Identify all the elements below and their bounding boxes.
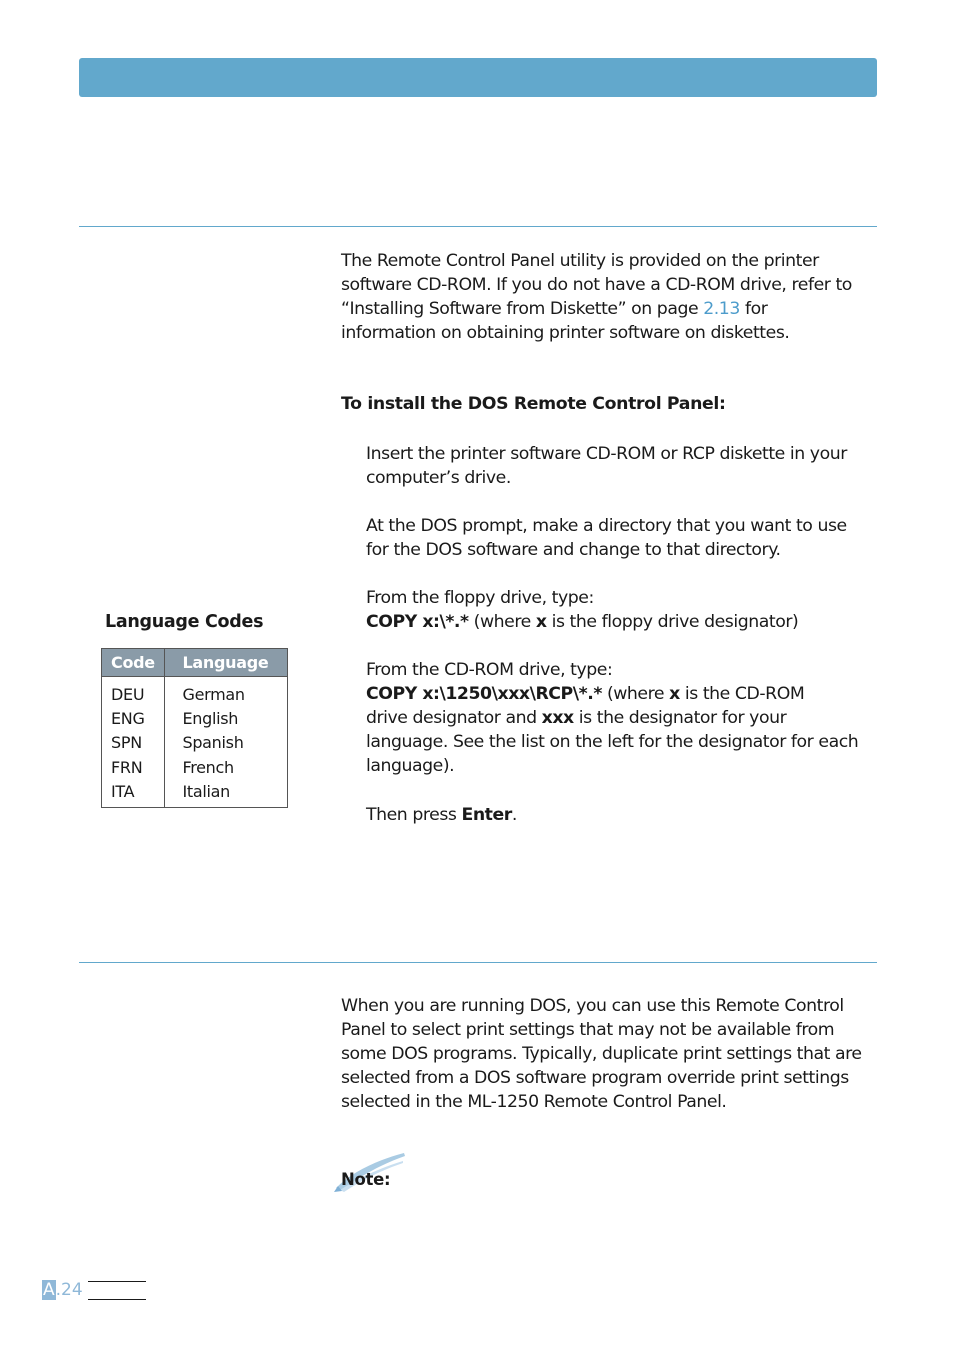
enter-key: Enter — [461, 805, 512, 825]
cdrom-copy-command: COPY x:\1250\xxx\RCP\*.* — [366, 684, 602, 705]
language-cell: Italian — [165, 779, 288, 808]
step-1: Insert the printer software CD-ROM or RCP diskette in your computer’s drive. — [366, 444, 847, 489]
header-banner — [79, 58, 877, 97]
language-cell: Spanish — [165, 731, 288, 755]
intro-line: “Installing Software from Diskette” on page 2.13 for — [341, 299, 768, 320]
code-cell: DEU — [102, 677, 165, 707]
page-number — [42, 1280, 83, 1300]
page-number-value: .24 — [55, 1280, 83, 1300]
install-heading: To install the DOS Remote Control Panel: — [341, 394, 726, 414]
language-codes-table — [101, 648, 288, 808]
table-row — [102, 755, 288, 779]
table-row — [102, 731, 288, 755]
step-4: From the CD-ROM drive, type: COPY x:\1250\xxx\RCP\*.* (where x is the CD-ROM drive designator and xxx is the designator for your language. See the list on the left for the designator for each language). — [366, 660, 859, 777]
note-label: Note: — [341, 1170, 391, 1189]
code-cell: ITA — [111, 781, 135, 801]
table-row — [102, 779, 288, 808]
code-cell: ENG — [111, 708, 145, 728]
code-cell: SPN — [111, 733, 142, 753]
code-cell: FRN — [111, 757, 143, 777]
step-5: Then press Enter. — [366, 805, 517, 825]
section-divider-top — [79, 226, 877, 227]
floppy-copy-command: COPY x:\*.* — [366, 612, 469, 633]
intro-paragraph — [341, 249, 852, 345]
page-number-rule-top — [88, 1281, 146, 1282]
table-row — [102, 677, 288, 707]
section-divider-bottom — [79, 962, 877, 963]
language-cell: French — [165, 755, 288, 779]
page-number-rule-bottom — [88, 1299, 146, 1300]
language-codes-title: Language Codes — [105, 612, 264, 632]
language-cell: English — [165, 706, 288, 730]
dos-usage-paragraph: When you are running DOS, you can use this Remote Control Panel to select print settings that may not be available from some DOS programs. Typically, duplicate print settings that are selected from a DOS software program override print settings selected in the ML-1250 Remote Control Panel. — [341, 996, 862, 1113]
step-3: From the floppy drive, type: COPY x:\*.* (where x is the floppy drive designator) — [366, 588, 799, 633]
intro-line: The Remote Control Panel utility is provided on the printer — [341, 251, 819, 271]
page-link[interactable]: 2.13 — [703, 299, 740, 320]
step-2: At the DOS prompt, make a directory that you want to use for the DOS software and change to that directory. — [366, 516, 847, 561]
intro-line: software CD-ROM. If you do not have a CD-ROM drive, refer to — [341, 275, 852, 296]
note-callout — [332, 1150, 412, 1200]
language-cell: German — [165, 677, 288, 707]
table-row — [102, 706, 288, 730]
intro-line: information on obtaining printer software on diskettes. — [341, 323, 790, 344]
column-header-code: Code — [102, 649, 165, 677]
column-header-language: Language — [165, 649, 288, 677]
page-number-letter: A — [43, 1280, 55, 1300]
